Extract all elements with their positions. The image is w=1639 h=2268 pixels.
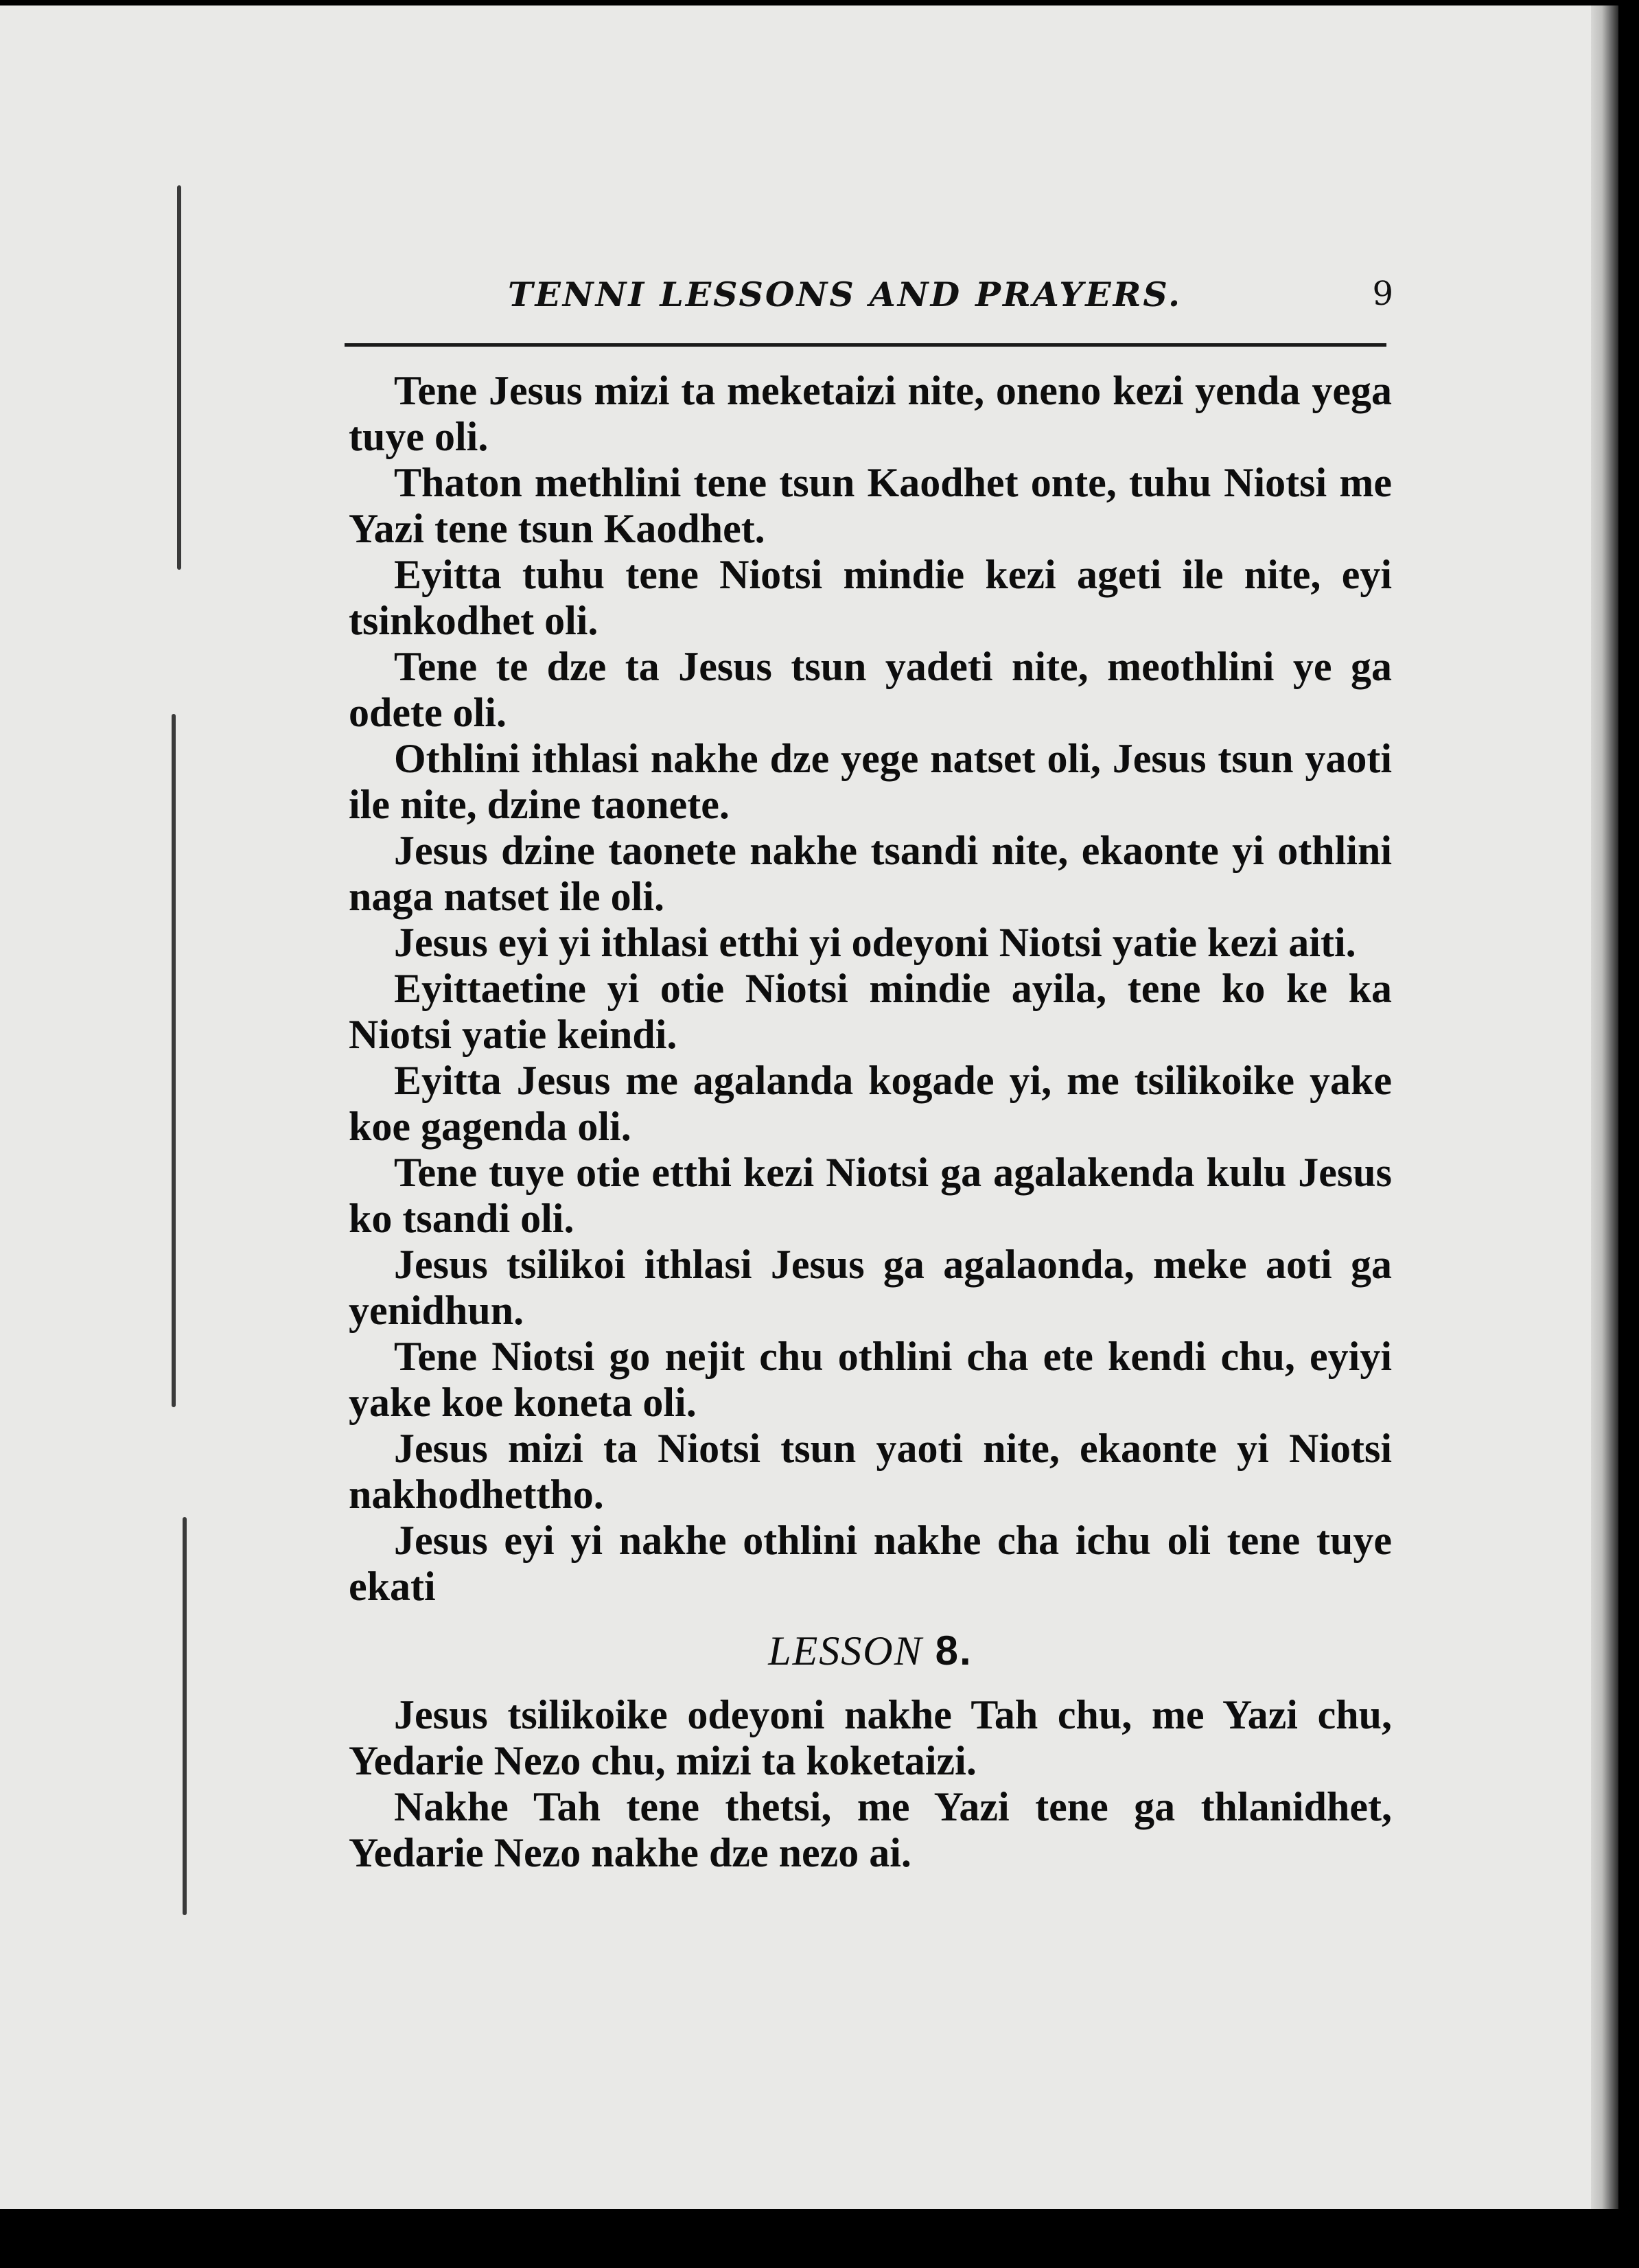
- paragraph: Eyitta tuhu tene Niotsi mindie kezi ageti ile nite, eyi tsinkodhet oli.: [349, 552, 1392, 643]
- running-header: [343, 269, 1393, 324]
- spine-mark: [183, 1517, 187, 1915]
- spine-mark: [177, 185, 181, 570]
- page-body: [349, 368, 1392, 1876]
- paragraph: Jesus dzine taonete nakhe tsandi nite, ekaonte yi othlini naga natset ile oli.: [349, 828, 1392, 919]
- paragraph: Thaton methlini tene tsun Kaodhet onte, tuhu Niotsi me Yazi tene tsun Kaodhet.: [349, 460, 1392, 551]
- page-number: 9: [1372, 275, 1393, 313]
- paragraph: Jesus mizi ta Niotsi tsun yaoti nite, ekaonte yi Niotsi nakhodhettho.: [349, 1426, 1392, 1517]
- lesson-heading-number: 8.: [935, 1628, 973, 1674]
- page-edge: [1591, 5, 1618, 2209]
- paragraph: Nakhe Tah tene thetsi, me Yazi tene ga thlanidhet, Yedarie Nezo nakhe dze nezo ai.: [349, 1784, 1392, 1875]
- paragraph: Othlini ithlasi nakhe dze yege natset oli, Jesus tsun yaoti ile nite, dzine taonete.: [349, 736, 1392, 827]
- header-rule: [345, 343, 1386, 347]
- spine-mark: [172, 714, 176, 1407]
- paragraph: Tene te dze ta Jesus tsun yadeti nite, meothlini ye ga odete oli.: [349, 644, 1392, 735]
- paragraph: Jesus tsilikoike odeyoni nakhe Tah chu, me Yazi chu, Yedarie Nezo chu, mizi ta koketaizi.: [349, 1692, 1392, 1783]
- paragraph: Tene tuye otie etthi kezi Niotsi ga agalakenda kulu Jesus ko tsandi oli.: [349, 1150, 1392, 1241]
- paragraph: Tene Jesus mizi ta meketaizi nite, oneno kezi yenda yega tuye oli.: [349, 368, 1392, 459]
- running-title: TENNI LESSONS AND PRAYERS.: [508, 275, 1183, 314]
- paragraph: Jesus eyi yi nakhe othlini nakhe cha ichu oli tene tuye ekati: [349, 1518, 1392, 1609]
- lesson-heading-word: LESSON: [768, 1628, 923, 1674]
- paragraph: Jesus tsilikoi ithlasi Jesus ga agalaonda, meke aoti ga yenidhun.: [349, 1242, 1392, 1333]
- paragraph: Tene Niotsi go nejit chu othlini cha ete kendi chu, eyiyi yake koe koneta oli.: [349, 1334, 1392, 1425]
- paragraph: Eyittaetine yi otie Niotsi mindie ayila, tene ko ke ka Niotsi yatie keindi.: [349, 966, 1392, 1057]
- lesson-heading: [349, 1628, 1392, 1674]
- paragraph: Jesus eyi yi ithlasi etthi yi odeyoni Niotsi yatie kezi aiti.: [394, 920, 1356, 965]
- paragraph: Eyitta Jesus me agalanda kogade yi, me tsilikoike yake koe gagenda oli.: [349, 1058, 1392, 1149]
